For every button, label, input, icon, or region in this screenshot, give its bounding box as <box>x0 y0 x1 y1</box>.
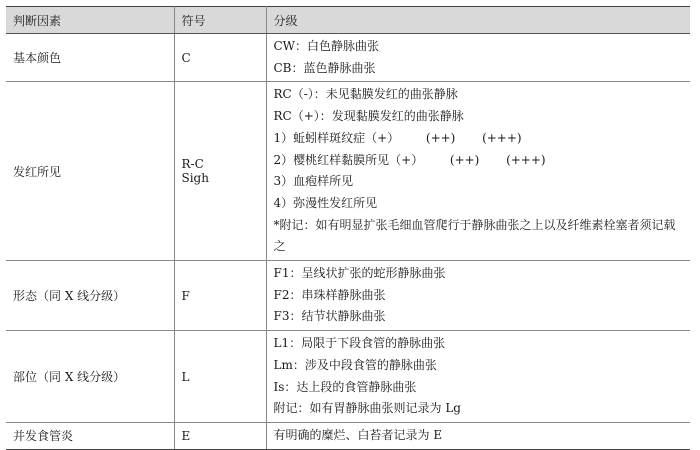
symbol-text: E <box>181 428 191 443</box>
grade-cell <box>266 261 690 331</box>
factor-cell: 形态（同 X 线分级） <box>6 261 174 331</box>
grade-line: 2）樱桃红样黏膜所见（+） (++) (+++) <box>273 152 546 167</box>
varices-grading-table <box>6 6 690 450</box>
grade-line: Is：达上段的食管静脉曲张 <box>273 379 417 394</box>
table-row <box>6 82 690 261</box>
symbol-text: Sigh <box>181 171 209 186</box>
grade-line: RC（-）：未见黏膜发红的曲张静脉 <box>273 87 458 102</box>
grade-line: 1）蚯蚓样斑纹症（+） (++) (+++) <box>273 130 522 145</box>
symbol-cell <box>174 331 266 423</box>
grade-cell <box>266 422 690 449</box>
factor-cell: 并发食管炎 <box>6 422 174 449</box>
symbol-cell <box>174 261 266 331</box>
grade-line: F2：串珠样静脉曲张 <box>273 287 386 302</box>
header-grade: 分级 <box>266 7 690 34</box>
table-row <box>6 331 690 423</box>
grade-line: 附记：如有胃静脉曲张则记录为 Lg <box>273 401 461 416</box>
grade-line: 有明确的糜烂、白苔者记录为 E <box>273 427 443 442</box>
grade-line: L1：局限于下段食管的静脉曲张 <box>273 336 446 351</box>
grade-cell <box>266 34 690 82</box>
grade-line: 3）血疱样所见 <box>273 174 354 189</box>
symbol-text: R-C <box>181 157 204 172</box>
symbol-text: L <box>181 369 190 384</box>
grade-line: CB：蓝色静脉曲张 <box>273 60 376 75</box>
grade-cell <box>266 82 690 261</box>
header-factor: 判断因素 <box>6 7 174 34</box>
grade-line: F3：结节状静脉曲张 <box>273 309 386 324</box>
grade-line: Lm：涉及中段食管的静脉曲张 <box>273 357 437 372</box>
symbol-cell <box>174 422 266 449</box>
grade-line: 4）弥漫性发红所见 <box>273 195 378 210</box>
header-symbol: 符号 <box>174 7 266 34</box>
grade-note: *附记：如有明显扩张毛细血管爬行于静脉曲张之上以及纤维素栓塞者须记载之 <box>273 217 676 254</box>
grade-cell <box>266 331 690 423</box>
factor-cell: 发红所见 <box>6 82 174 261</box>
grade-line: F1：呈线状扩张的蛇形静脉曲张 <box>273 266 446 281</box>
table-row <box>6 422 690 449</box>
grade-line: CW：白色静脉曲张 <box>273 39 380 53</box>
table-row <box>6 261 690 331</box>
factor-cell: 基本颜色 <box>6 34 174 82</box>
symbol-cell <box>174 82 266 261</box>
grade-line: RC（+）：发现黏膜发红的曲张静脉 <box>273 109 464 124</box>
symbol-cell <box>174 34 266 82</box>
symbol-text: F <box>181 288 190 303</box>
table-row <box>6 34 690 82</box>
factor-cell: 部位（同 X 线分级） <box>6 331 174 423</box>
symbol-text: C <box>181 50 191 65</box>
table-header-row <box>6 7 690 34</box>
